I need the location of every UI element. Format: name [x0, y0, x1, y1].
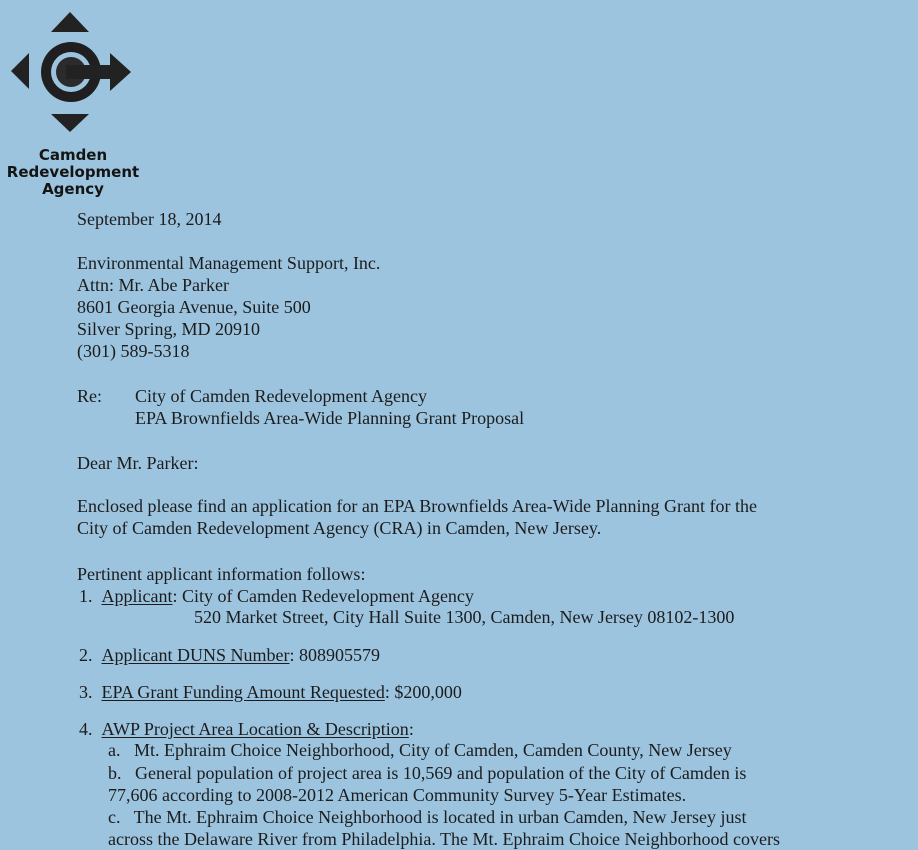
item-4c-cont: across the Delaware River from Philadelphia. The Mt. Ephraim Choice Neighborhood covers — [108, 829, 780, 849]
re-line: City of Camden Redevelopment Agency — [135, 386, 427, 406]
item-4b-cont: 77,606 according to 2008-2012 American Community Survey 5-Year Estimates. — [108, 785, 687, 805]
item-2 — [79, 644, 380, 666]
item-4b: b. General population of project area is 10,569 and population of the City of Camden is — [108, 763, 747, 783]
item-label: Applicant DUNS Number — [101, 645, 290, 665]
item-value: : City of Camden Redevelopment Agency — [172, 586, 474, 606]
logo-line-3: Agency — [42, 180, 104, 198]
item-label: AWP Project Area Location & Description — [101, 719, 409, 739]
pertinent-heading: Pertinent applicant information follows: — [77, 564, 366, 584]
applicant-address: 520 Market Street, City Hall Suite 1300, Camden, New Jersey 08102-1300 — [194, 607, 735, 627]
salutation: Dear Mr. Parker: — [77, 453, 199, 473]
address-line: Silver Spring, MD 20910 — [77, 319, 261, 339]
item-4a: a. Mt. Ephraim Choice Neighborhood, City of Camden, Camden County, New Jersey — [108, 740, 732, 760]
re-line: EPA Brownfields Area-Wide Planning Grant Proposal — [135, 408, 525, 428]
address-line: Environmental Management Support, Inc. — [77, 253, 381, 273]
item-1 — [79, 585, 474, 607]
item-value: : — [408, 719, 414, 739]
agency-logo — [4, 10, 140, 198]
re-label: Re: — [77, 386, 102, 406]
logo-line-1: Camden — [38, 146, 108, 164]
logo-line-2: Redevelopment — [6, 163, 140, 181]
address-line: 8601 Georgia Avenue, Suite 500 — [77, 297, 311, 317]
item-number: 2. — [79, 645, 93, 665]
intro-line: City of Camden Redevelopment Agency (CRA) in Camden, New Jersey. — [77, 518, 602, 538]
letter-date: September 18, 2014 — [77, 209, 222, 229]
item-value: : 808905579 — [289, 645, 380, 665]
item-number: 4. — [79, 719, 93, 739]
intro-line: Enclosed please find an application for an EPA Brownfields Area-Wide Planning Grant for the — [77, 496, 757, 516]
item-number: 1. — [79, 586, 93, 606]
item-4 — [79, 718, 414, 740]
item-label: Applicant — [101, 586, 173, 606]
camden-logo-icon — [10, 10, 136, 136]
item-4c: c. The Mt. Ephraim Choice Neighborhood is located in urban Camden, New Jersey just — [108, 807, 747, 827]
item-3 — [79, 681, 462, 703]
address-line: (301) 589-5318 — [77, 341, 190, 361]
item-value: : $200,000 — [384, 682, 462, 702]
item-number: 3. — [79, 682, 93, 702]
item-label: EPA Grant Funding Amount Requested — [101, 682, 385, 702]
address-line: Attn: Mr. Abe Parker — [77, 275, 229, 295]
logo-text — [4, 147, 142, 198]
